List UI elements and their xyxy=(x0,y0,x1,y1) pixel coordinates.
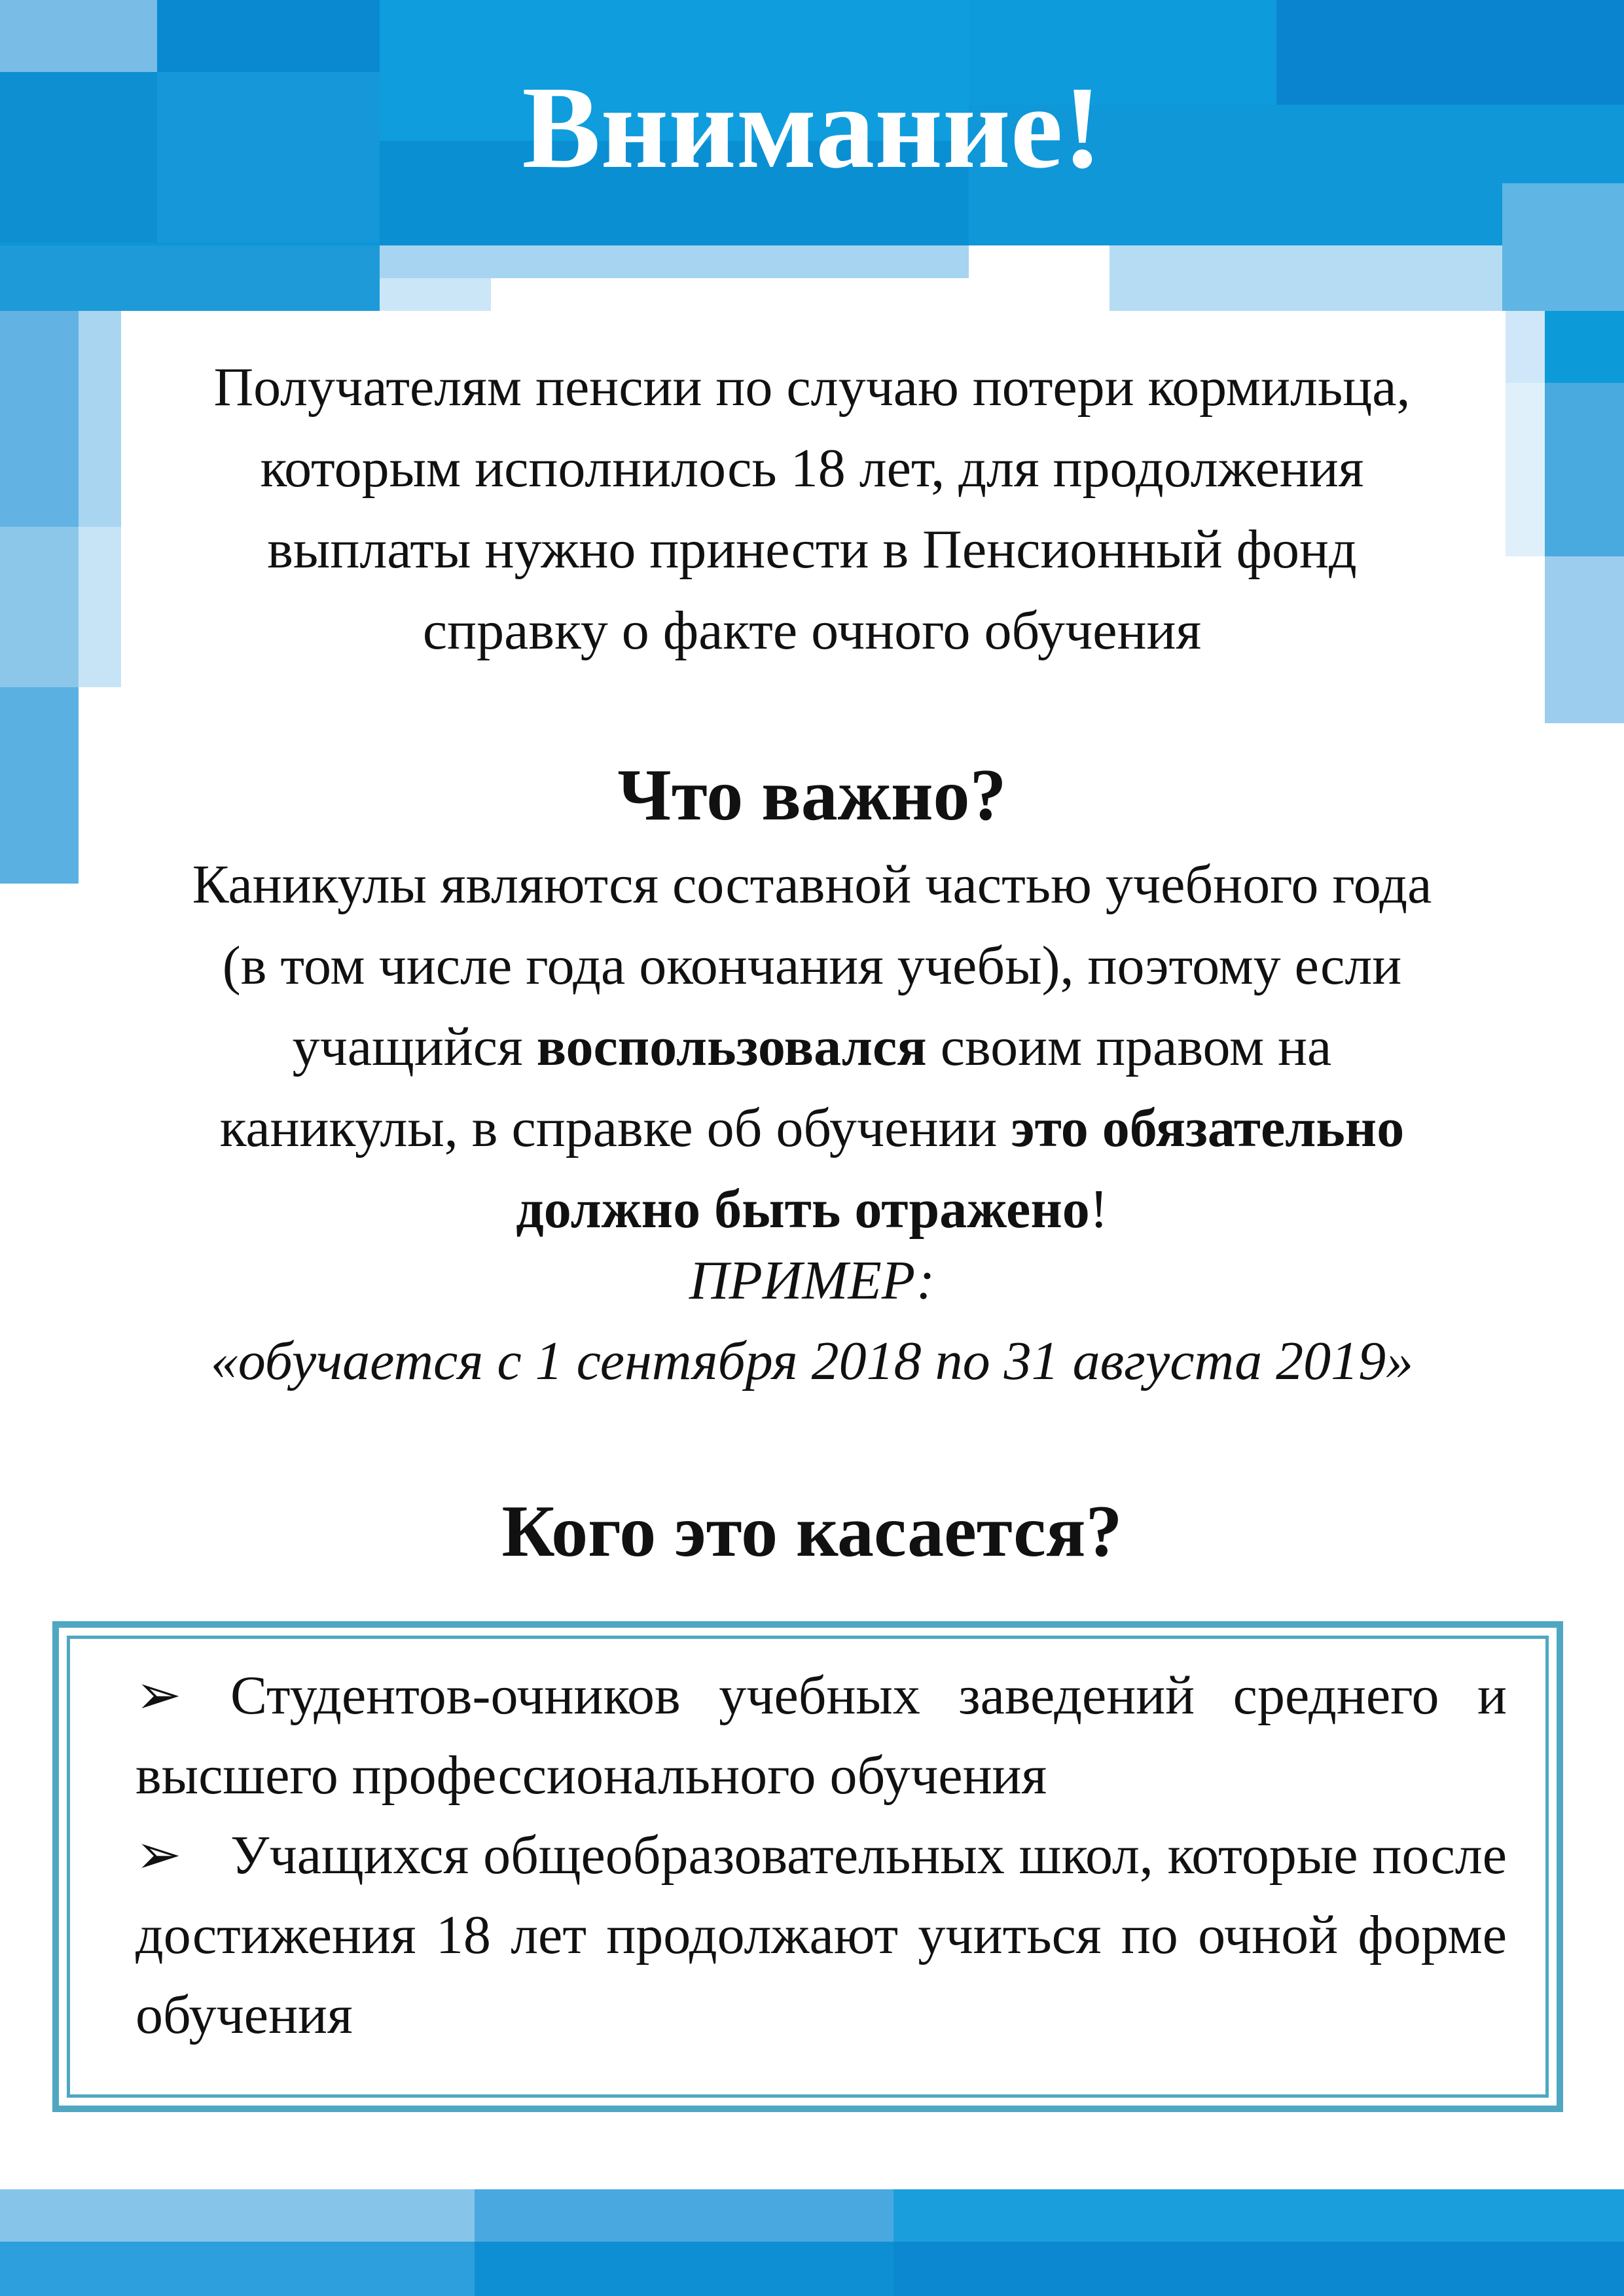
text-segment: ! xyxy=(1089,1179,1108,1240)
arrow-bullet-icon: ➢ xyxy=(135,1665,182,1726)
important-heading: Что важно? xyxy=(617,755,1007,836)
intro-line: выплаты нужно принести в Пенсионный фонд xyxy=(267,519,1357,580)
who-list xyxy=(135,1656,1507,2055)
intro-line: которым исполнилось 18 лет, для продолжения xyxy=(260,438,1364,499)
intro-line: Получателям пенсии по случаю потери кормильца, xyxy=(213,357,1411,418)
bold-segment: воспользовался xyxy=(536,1016,927,1077)
who-heading: Кого это касается? xyxy=(501,1491,1123,1572)
example-text: «обучается с 1 сентября 2018 по 31 августа 2019» xyxy=(210,1331,1414,1391)
intro-line: справку о факте очного обучения xyxy=(422,600,1202,661)
list-item xyxy=(135,1656,1507,1816)
text-segment: своим правом на xyxy=(926,1016,1332,1077)
list-item xyxy=(135,1816,1507,2055)
important-paragraph xyxy=(118,844,1506,1250)
important-line xyxy=(118,1088,1506,1169)
important-line xyxy=(118,1007,1506,1088)
page-title: Внимание! xyxy=(522,62,1102,192)
important-line: Каникулы являются составной частью учебного года xyxy=(192,854,1432,915)
list-item-text: Студентов-очников учебных заведений среднего и высшего профессионального обучения xyxy=(135,1665,1507,1806)
text-segment: каникулы, в справке об обучении xyxy=(219,1098,1011,1158)
bold-segment: должно быть отражено xyxy=(516,1179,1090,1240)
arrow-bullet-icon: ➢ xyxy=(135,1825,182,1886)
important-line xyxy=(118,1169,1506,1250)
intro-paragraph xyxy=(118,347,1506,672)
text-segment: учащийся xyxy=(292,1016,537,1077)
important-line: (в том числе года окончания учебы), поэтому если xyxy=(222,935,1402,996)
example-label: ПРИМЕР: xyxy=(689,1250,935,1311)
bold-segment: это обязательно xyxy=(1011,1098,1405,1158)
list-item-text: Учащихся общеобразовательных школ, которые после достижения 18 лет продолжают учиться по очной форме обучения xyxy=(135,1825,1507,2045)
